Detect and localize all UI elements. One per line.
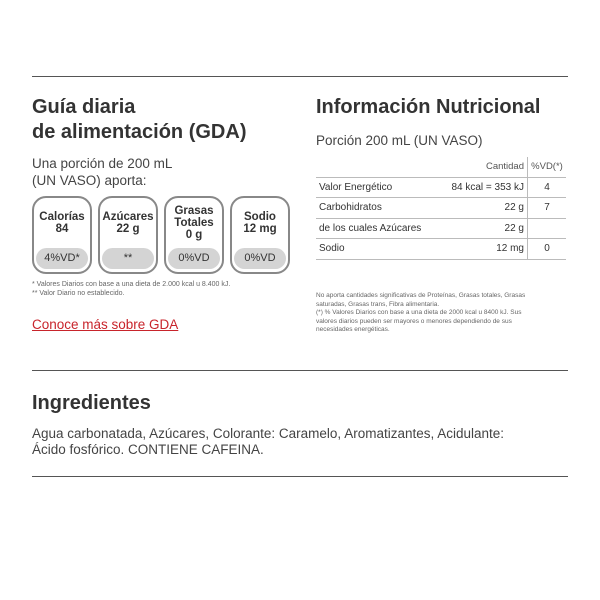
row-amount: 22 g	[504, 202, 524, 214]
nutrition-title: Información Nutricional	[316, 96, 541, 118]
gda-portion-line1: Una porción de 200 mL	[32, 156, 173, 171]
gda-title-line2: de alimentación (GDA)	[32, 121, 247, 143]
row-amount: 12 mg	[496, 243, 524, 255]
row-name: de los cuales Azúcares	[319, 222, 422, 234]
badge-vd: 0%VD	[168, 248, 220, 269]
ingredients-text	[32, 426, 504, 458]
row-amount: 22 g	[504, 222, 524, 234]
badge-vd: 4%VD*	[36, 248, 88, 269]
row-vd	[528, 218, 567, 239]
gda-learn-more-link[interactable]: Conoce más sobre GDA	[32, 317, 179, 332]
nutrition-footnote: saturadas, Grasas trans, Fibra alimentaria.	[316, 300, 440, 308]
gda-badge-fats	[164, 196, 224, 274]
badge-label: Sodio	[244, 211, 276, 223]
gda-portion-line2: (UN VASO) aporta:	[32, 173, 147, 188]
nutrition-footnotes	[316, 292, 525, 335]
gda-footnote: ** Valor Diario no establecido.	[32, 290, 125, 297]
table-row	[316, 198, 566, 219]
nutrition-portion: Porción 200 mL (UN VASO)	[316, 133, 483, 148]
badge-value: 0 g	[185, 229, 203, 241]
row-vd: 7	[528, 198, 567, 219]
middle-divider	[32, 370, 568, 371]
row-vd: 0	[528, 239, 567, 260]
row-name: Carbohidratos	[319, 202, 382, 214]
nutrition-footnote: necesidades energéticas.	[316, 326, 390, 333]
badge-value: 12 mg	[243, 223, 277, 235]
gda-footnotes	[32, 280, 230, 298]
badge-value: 84	[55, 223, 69, 235]
row-name: Sodio	[319, 243, 345, 255]
gda-title-line1: Guía diaria	[32, 96, 136, 118]
gda-title	[32, 95, 246, 145]
table-header-row	[316, 157, 566, 177]
badge-label-2: Totales	[174, 217, 214, 229]
table-row	[316, 177, 566, 198]
badge-label: Azúcares	[102, 211, 154, 223]
gda-footnote: * Valores Diarios con base a una dieta de 2.000 kcal u 8.400 kJ.	[32, 281, 231, 288]
gda-badge-calories	[32, 196, 92, 274]
nutrition-footnote: valores diarios pueden ser mayores o menores dependiendo de sus	[316, 317, 512, 325]
nutrition-footnote: No aporta cantidades significativas de Proteínas, Grasas totales, Grasas	[316, 292, 526, 299]
ingredients-line: Agua carbonatada, Azúcares, Colorante: Caramelo, Aromatizantes, Acidulante:	[32, 426, 505, 441]
badge-value: 22 g	[116, 223, 140, 235]
table-header-name	[316, 157, 438, 177]
table-row	[316, 239, 566, 260]
table-header-amount: Cantidad	[485, 161, 524, 173]
row-vd: 4	[528, 177, 567, 198]
table-row	[316, 218, 566, 239]
table-header-vd: %VD(*)	[528, 157, 567, 177]
badge-label: Calorías	[39, 211, 85, 223]
gda-badge-sugars	[98, 196, 158, 274]
row-name: Valor Energético	[319, 181, 393, 193]
ingredients-line: Ácido fosfórico. CONTIENE CAFEINA.	[32, 442, 264, 457]
nutrition-table	[316, 157, 566, 260]
nutrition-footnote: (*) % Valores Diarios con base a una dieta de 2000 kcal u 8400 kJ. Sus	[316, 309, 522, 316]
ingredients-title: Ingredientes	[32, 392, 151, 414]
row-amount: 84 kcal = 353 kJ	[451, 181, 524, 193]
badge-vd: **	[102, 248, 154, 269]
badge-label: Grasas	[174, 205, 214, 217]
badge-vd: 0%VD	[234, 248, 286, 269]
top-divider	[32, 76, 568, 77]
gda-badge-sodium	[230, 196, 290, 274]
gda-portion-text	[32, 155, 172, 189]
bottom-divider	[32, 476, 568, 477]
gda-badges	[32, 196, 292, 274]
